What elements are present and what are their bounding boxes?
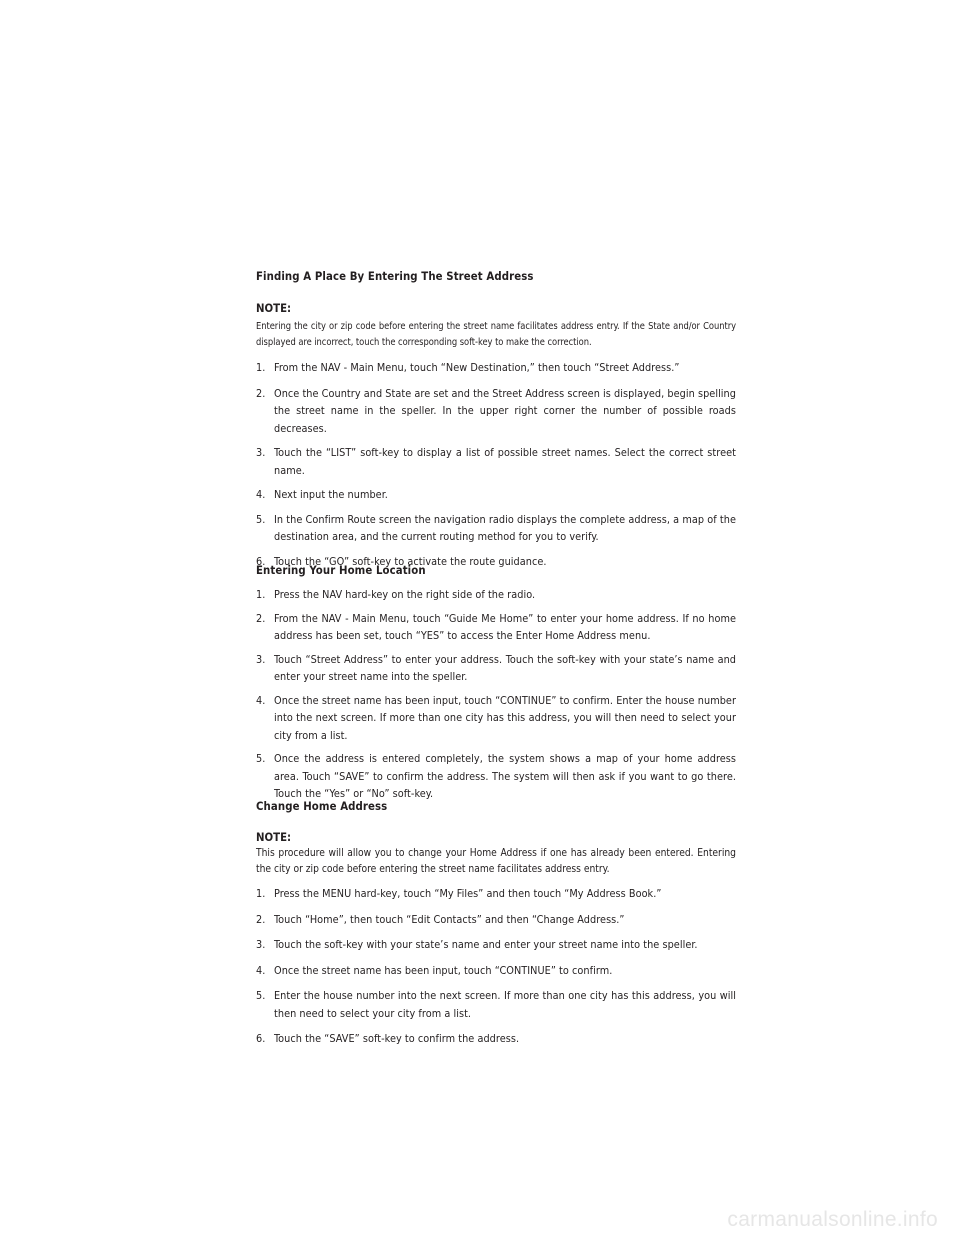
list-item	[256, 444, 736, 479]
list-item	[256, 359, 736, 377]
step-text: Touch the “SAVE” soft-key to confirm the address.	[274, 1032, 520, 1045]
step-number: 2.	[256, 912, 266, 926]
list-item	[256, 586, 736, 604]
list-item	[256, 987, 736, 1022]
step-number: 6.	[256, 554, 266, 568]
list-item	[256, 1030, 736, 1048]
step-number: 4.	[256, 488, 266, 501]
step-text: Touch the soft-key with your state’s name and enter your street name into the speller.	[274, 938, 698, 951]
site-watermark: carmanualsonline.info	[727, 1208, 938, 1231]
step-text: From the NAV - Main Menu, touch “Guide Me Home” to enter your home address. If no home address has been set, touch “YES” to access the Enter Home Address menu.	[274, 611, 736, 642]
step-text: Press the NAV hard-key on the right side of the radio.	[274, 588, 536, 601]
list-item	[256, 750, 736, 803]
section-finding-place	[256, 270, 736, 570]
section-home-location	[256, 564, 736, 803]
step-text: From the NAV - Main Menu, touch “New Destination,” then touch “Street Address.”	[274, 361, 680, 374]
step-number: 1.	[256, 361, 266, 374]
step-number: 3.	[256, 938, 266, 951]
step-text: Once the street name has been input, touch “CONTINUE” to confirm.	[274, 963, 613, 977]
step-text: Touch “Home”, then touch “Edit Contacts” and then “Change Address.”	[274, 912, 625, 926]
section-heading: Change Home Address	[256, 800, 388, 813]
step-number: 3.	[256, 652, 266, 666]
note-text: This procedure will allow you to change your Home Address if one has already been entered. Entering the city or zip code before entering the street name facilitates address entry.	[256, 848, 736, 875]
list-item	[256, 486, 736, 504]
step-text: Touch the “GO” soft-key to activate the route guidance.	[274, 554, 547, 568]
step-text: In the Confirm Route screen the navigation radio displays the complete address, a map of the destination area, and the current routing method for you to verify.	[274, 512, 736, 543]
section-change-home-address	[256, 800, 736, 1048]
step-text: Once the Country and State are set and the Street Address screen is displayed, begin spelling the street name in the speller. In the upper right corner the number of possible roads decreases.	[274, 386, 736, 435]
steps-list	[256, 586, 736, 803]
list-item	[256, 962, 736, 980]
step-text: Touch the “LIST” soft-key to display a list of possible street names. Select the correct street name.	[274, 446, 736, 477]
step-text: Enter the house number into the next screen. If more than one city has this address, you will then need to select your city from a list.	[274, 989, 736, 1020]
step-number: 1.	[256, 588, 266, 601]
step-number: 1.	[256, 887, 266, 900]
step-number: 6.	[256, 1032, 266, 1045]
section-heading: Finding A Place By Entering The Street Address	[256, 270, 534, 283]
step-number: 2.	[256, 611, 266, 625]
list-item	[256, 885, 736, 903]
section-heading: Entering Your Home Location	[256, 564, 426, 577]
step-text: Once the address is entered completely, the system shows a map of your home address area. Touch “SAVE” to confirm the address. The system will then ask if you want to go there. Touch the “Yes” or “No” soft-key.	[274, 752, 736, 800]
step-text: Touch “Street Address” to enter your address. Touch the soft-key with your state’s name and enter your street name into the speller.	[274, 652, 736, 683]
step-number: 2.	[256, 386, 266, 400]
step-number: 4.	[256, 963, 266, 977]
list-item	[256, 911, 736, 929]
note-text: Entering the city or zip code before entering the street name facilitates address entry. If the State and/or Country displayed are incorrect, touch the corresponding soft-key to make the correction.	[256, 321, 736, 348]
step-number: 4.	[256, 693, 266, 707]
step-text: Press the MENU hard-key, touch “My Files” and then touch “My Address Book.”	[274, 887, 662, 900]
steps-list	[256, 885, 736, 1048]
step-text: Next input the number.	[274, 488, 388, 501]
list-item	[256, 651, 736, 686]
list-item	[256, 692, 736, 745]
note-label: NOTE:	[256, 831, 292, 844]
list-item	[256, 610, 736, 645]
step-number: 5.	[256, 512, 266, 526]
list-item	[256, 511, 736, 546]
step-number: 3.	[256, 446, 266, 459]
step-number: 5.	[256, 989, 266, 1002]
step-number: 5.	[256, 752, 266, 765]
list-item	[256, 385, 736, 438]
step-text: Once the street name has been input, touch “CONTINUE” to confirm. Enter the house number into the next screen. If more than one city has this address, you will then need to select your city from a list.	[274, 693, 736, 742]
note-label: NOTE:	[256, 302, 292, 315]
list-item	[256, 936, 736, 954]
steps-list	[256, 359, 736, 570]
